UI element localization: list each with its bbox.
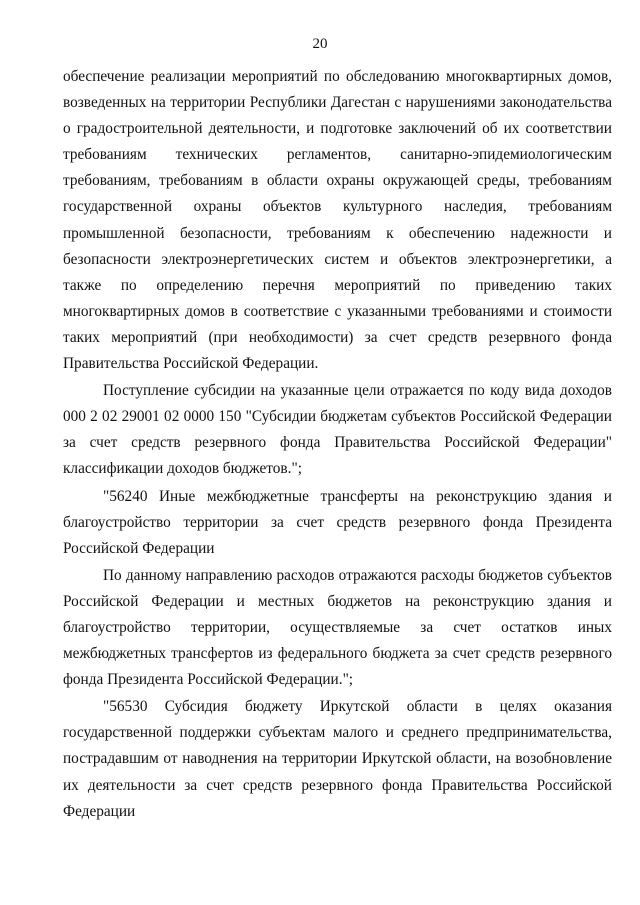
paragraph-4: По данному направлению расходов отражаются расходы бюджетов субъектов Российской Федерации и местных бюджетов на реконструкцию здания и благоустройство территории, осуществляемые за счет остатков иных межбюджетных трансфертов из федерального бюджета за счет средств резервного фонда Президента Российской Федерации."; (63, 566, 612, 689)
paragraph-2: Поступление субсидии на указанные цели отражается по коду вида доходов 000 2 02 29001 02 0000 150 "Субсидии бюджетам субъектов Российской Федерации за счет средств резервного фонда Правительства Российской Федерации" классификации доходов бюджетов."; (63, 382, 612, 478)
paragraph-1: обеспечение реализации мероприятий по обследованию многоквартирных домов, возведенных на территории Республики Дагестан с нарушениями законодательства о градостроительной деятельности, и подготовке заключений об их соответствии требованиям технических регламентов, санитарно-эпидемиологическим требованиям, требованиям в области охраны окружающей среды, требованиям государственной охраны объектов культурного наследия, требованиям промышленной безопасности, требованиям к обеспечению надежности и безопасности электроэнергетических систем и объектов электроэнергетики, а также по определению перечня мероприятий по приведению таких многоквартирных домов в соответствие с указанными требованиями и стоимости таких мероприятий (при необходимости) за счет средств резервного фонда Правительства Российской Федерации. (63, 68, 612, 373)
page-number: 20 (312, 36, 328, 52)
paragraph-3: "56240 Иные межбюджетные трансферты на реконструкцию здания и благоустройство территории за счет средств резервного фонда Президента Российской Федерации (63, 487, 612, 557)
paragraph-5: "56530 Субсидия бюджету Иркутской области в целях оказания государственной поддержки субъектам малого и среднего предпринимательства, пострадавшим от наводнения на территории Иркутской области, на возобновление их деятельности за счет средств резервного фонда Правительства Российской Федерации (63, 698, 612, 820)
body-text (63, 64, 612, 826)
